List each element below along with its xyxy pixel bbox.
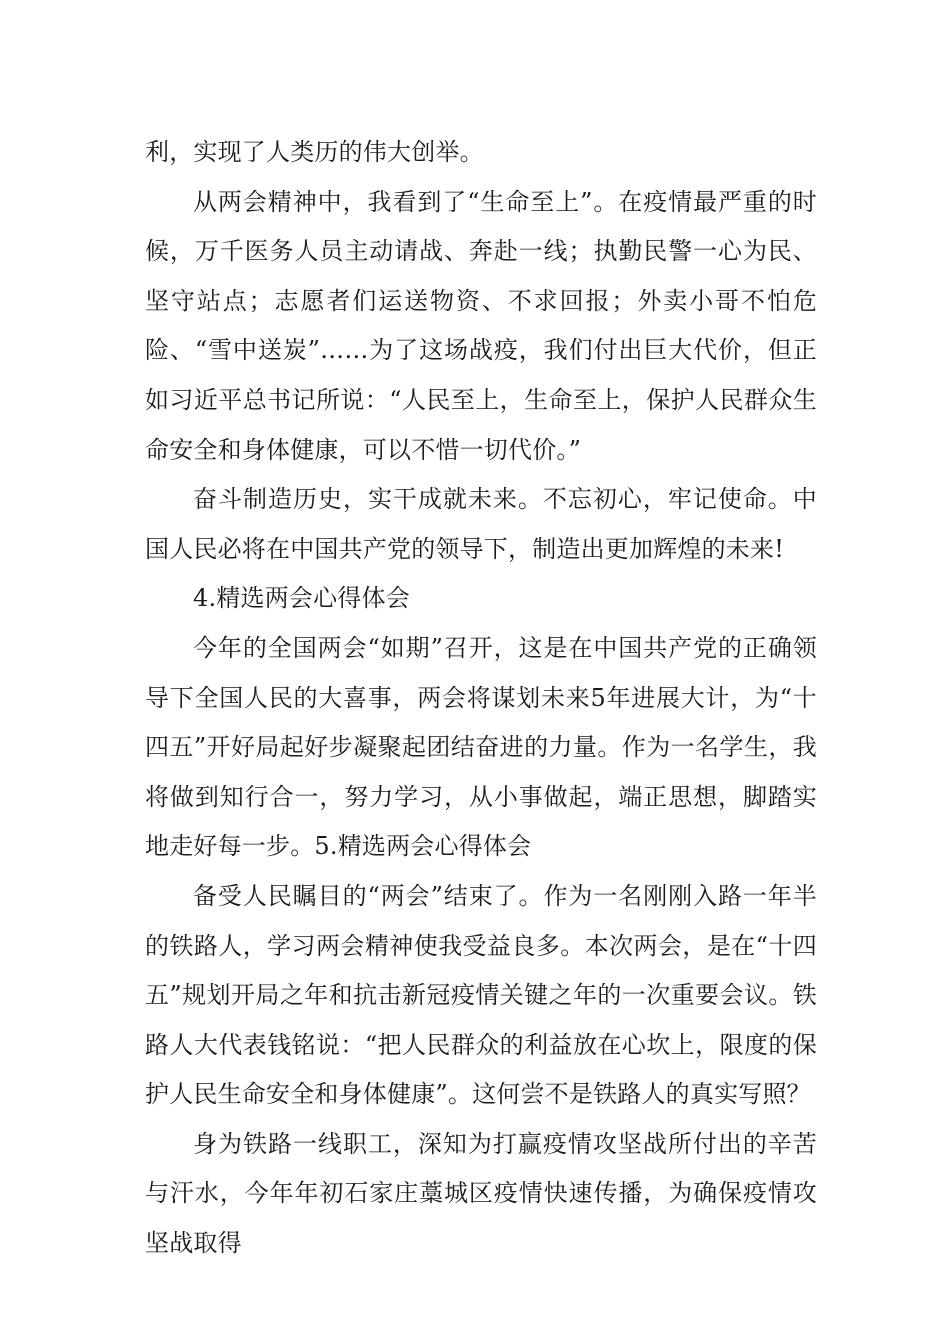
paragraph-1: 利，实现了人类历的伟大创举。 — [145, 138, 484, 166]
document-body — [145, 128, 817, 1269]
paragraph-5: 备受人民瞩目的“两会”结束了。作为一名刚刚入路一年半的铁路人，学习两会精神使我受益良多。本次两会，是在“十四五”规划开局之年和抗击新冠疫情关键之年的一次重要会议。铁路人大代表钱铭说：“把人民群众的利益放在心坎上，限度的保护人民生命安全和身体健康”。这何尝不是铁路人的真实写照？ — [145, 881, 817, 1109]
paragraph-4: 今年的全国两会“如期”召开，这是在中国共产党的正确领导下全国人民的大喜事，两会将谋划未来5年进展大计，为“十四五”开好局起好步凝聚起团结奋进的力量。作为一名学生，我将做到知行合一，努力学习，从小事做起，端正思想，脚踏实地走好每一步。5.精选两会心得体会 — [145, 633, 817, 861]
paragraph-3: 奋斗制造历史，实干成就未来。不忘初心，牢记使命。中国人民必将在中国共产党的领导下，制造出更加辉煌的未来! — [145, 485, 817, 563]
paragraph-6: 身为铁路一线职工，深知为打赢疫情攻坚战所付出的辛苦与汗水，今年年初石家庄藁城区疫情快速传播，为确保疫情攻坚战取得 — [145, 1129, 817, 1258]
section-heading-4: 4.精选两会心得体会 — [193, 584, 410, 613]
paragraph-2: 从两会精神中，我看到了“生命至上”。在疫情最严重的时候，万千医务人员主动请战、奔赴一线；执勤民警一心为民、坚守站点；志愿者们运送物资、不求回报；外卖小哥不怕危险、“雪中送炭”……为了这场战疫，我们付出巨大代价，但正如习近平总书记所说：“人民至上，生命至上，保护人民群众生命安全和身体健康，可以不惜一切代价。” — [145, 187, 817, 464]
